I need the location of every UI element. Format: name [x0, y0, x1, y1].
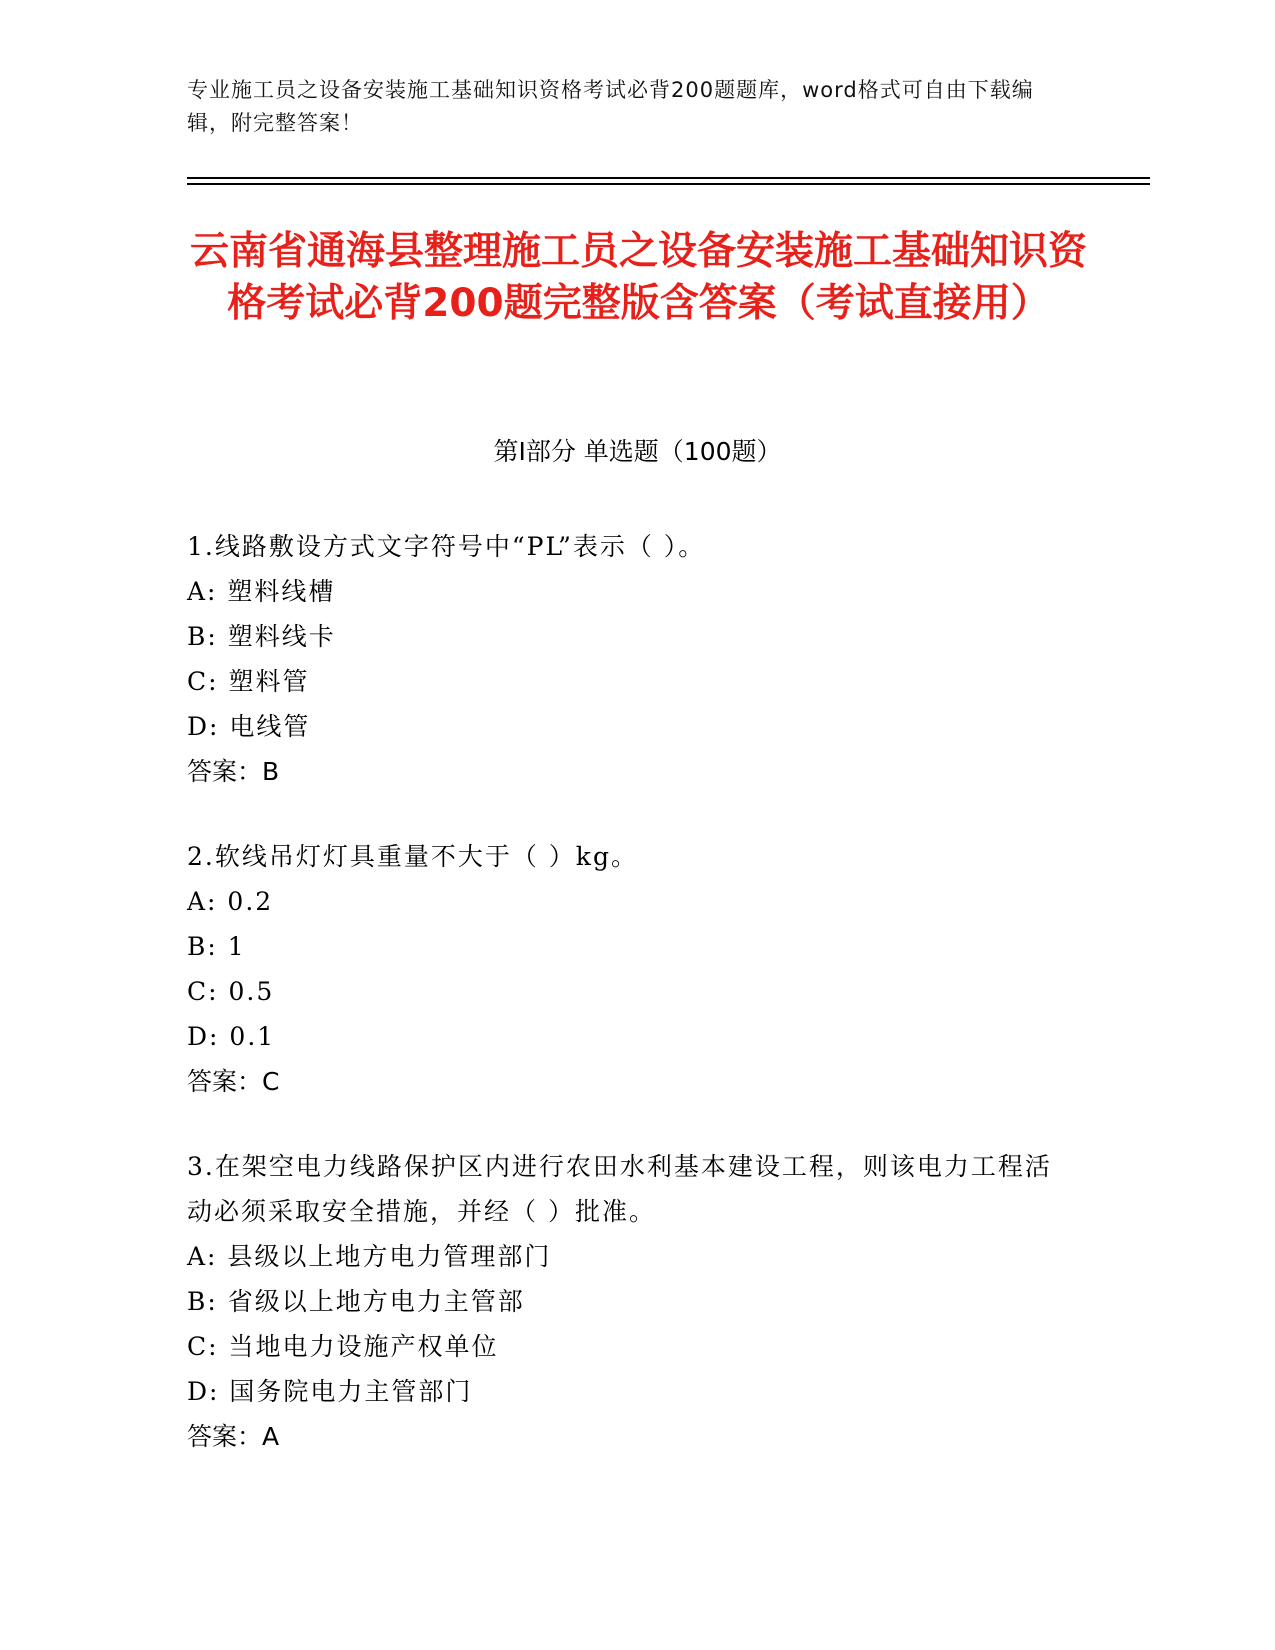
answer: 答案：B: [187, 757, 280, 786]
option-d: D: 国务院电力主管部门: [187, 1377, 473, 1406]
option-c: C: 塑料管: [187, 667, 310, 696]
option-b: B: 省级以上地方电力主管部: [187, 1287, 525, 1316]
question-stem: 2.软线吊灯灯具重量不大于（ ）kg。: [187, 842, 638, 871]
option-d: D: 电线管: [187, 712, 311, 741]
option-a: A: 塑料线槽: [187, 577, 336, 606]
header-divider-bottom: [187, 183, 1150, 185]
option-d: D: 0.1: [187, 1022, 276, 1051]
answer: 答案：C: [187, 1067, 280, 1096]
option-a: A: 0.2: [187, 887, 274, 916]
option-c: C: 0.5: [187, 977, 275, 1006]
document-title: 云南省通海县整理施工员之设备安装施工基础知识资格考试必背200题完整版含答案（考试直接用）: [189, 229, 1087, 326]
option-b: B: 1: [187, 932, 246, 961]
question-list: [187, 524, 1067, 1499]
question-1: [187, 524, 1067, 794]
header-note: 专业施工员之设备安装施工基础知识资格考试必背200题题库，word格式可自由下载编辑，附完整答案！: [187, 78, 1034, 135]
answer: 答案：A: [187, 1422, 280, 1451]
option-a: A: 县级以上地方电力管理部门: [187, 1242, 552, 1271]
section-title: 第Ⅰ部分 单选题（100题）: [493, 437, 782, 466]
question-stem: 1.线路敷设方式文字符号中“PL”表示（ ）。: [187, 532, 706, 561]
option-c: C: 当地电力设施产权单位: [187, 1332, 499, 1361]
header-divider-top: [187, 177, 1150, 179]
question-3: [187, 1144, 1067, 1459]
option-b: B: 塑料线卡: [187, 622, 336, 651]
question-stem: 3.在架空电力线路保护区内进行农田水利基本建设工程，则该电力工程活动必须采取安全措施，并经（ ）批准。: [187, 1152, 1052, 1226]
question-2: [187, 834, 1067, 1104]
